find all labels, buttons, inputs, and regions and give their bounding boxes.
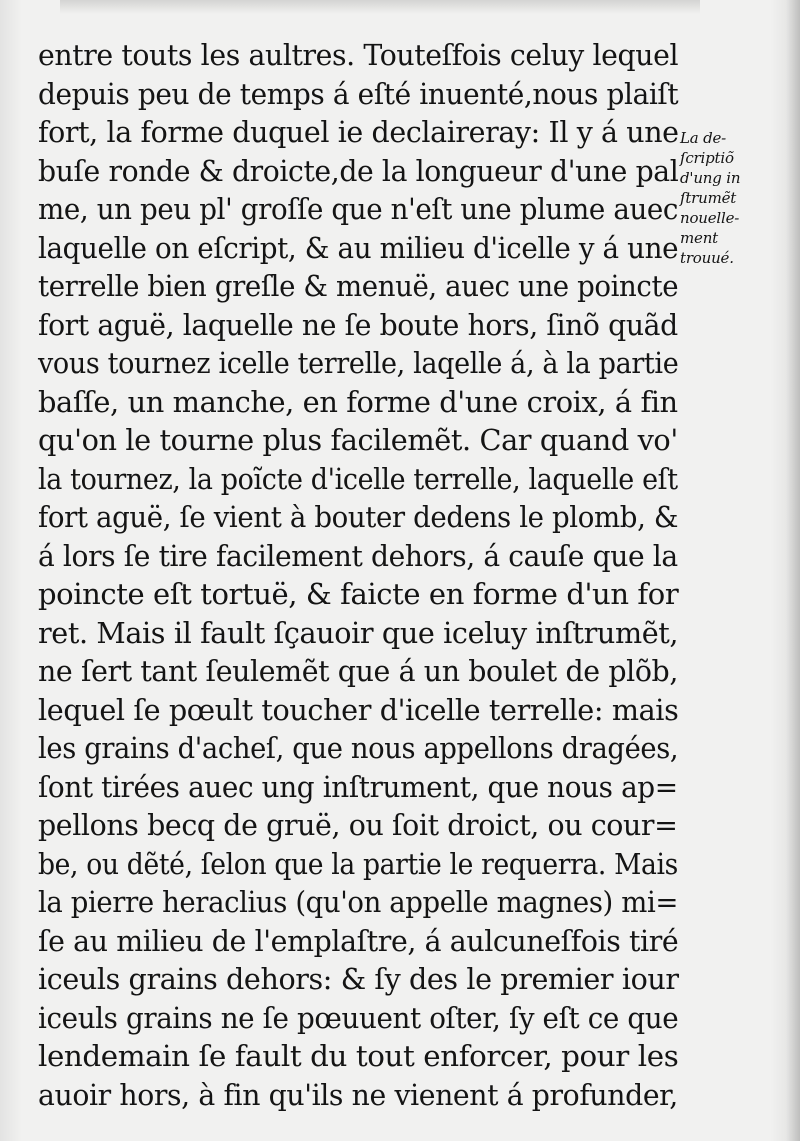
text-line: fort aguë, ſe vient à bouter dedens le plomb, &	[38, 500, 679, 534]
text-line: ſe au milieu de l'emplaſtre, á aulcuneſfois tiré	[38, 923, 679, 958]
margin-note-line: trouué.	[680, 249, 734, 267]
margin-note-line: ment	[680, 229, 718, 247]
text-line: entre touts les aultres. Touteſfois celuy lequel	[38, 38, 679, 72]
text-line: terrelle bien greſle & menuë, auec une poincte	[38, 269, 679, 303]
margin-note	[680, 128, 790, 268]
text-line: ne ſert tant ſeulemẽt que á un boulet de plõb,	[38, 654, 679, 688]
text-line: á lors ſe tire facilement dehors, á cauſe que la	[38, 538, 678, 573]
text-line: la pierre heraclius (qu'on appelle magnes) mi=	[38, 885, 679, 919]
margin-note-line: La de-	[680, 129, 727, 147]
text-line: vous tournez icelle terrelle, laqelle á, à la partie	[38, 346, 679, 380]
top-shadow	[60, 0, 700, 14]
text-line: la tournez, la poĩcte d'icelle terrelle, laquelle eſt	[38, 461, 678, 496]
text-line: laquelle on eſcript, & au milieu d'icelle y á une	[38, 230, 679, 265]
text-line: auoir hors, à fin qu'ils ne vienent á profunder,	[38, 1077, 678, 1112]
main-text-block	[38, 36, 688, 1114]
text-line: les grains d'acheſ, que nous appellons dragées,	[38, 731, 679, 765]
text-line: me, un peu pl' groſſe que n'eſt une plume auec	[38, 192, 679, 226]
text-line: ret. Mais il fault ſçauoir que iceluy inſtrumẽt,	[38, 615, 679, 650]
text-line: fort, la forme duquel ie declaireray: Il y á une	[38, 115, 679, 149]
text-line: depuis peu de temps á eſté inuenté,nous plaiſt	[38, 76, 679, 111]
margin-note-line: nouelle-	[680, 209, 740, 227]
text-line: buſe ronde & droicte,de la longueur d'une pal	[38, 153, 679, 188]
text-line: fort aguë, laquelle ne ſe boute hors, ſinõ quãd	[38, 307, 678, 342]
margin-note-line: d'ung in	[680, 169, 741, 187]
text-line: poincte eſt tortuë, & faicte en forme d'un for	[38, 577, 679, 611]
text-line: ſont tirées auec ung inſtrument, que nous ap=	[38, 769, 678, 804]
text-line: be, ou dẽté, ſelon que la partie le requerra. Mais	[38, 846, 678, 881]
margin-note-line: ſcriptiõ	[680, 149, 734, 167]
text-line: iceuls grains dehors: & ſy des le premier iour	[38, 962, 679, 996]
text-line: lequel ſe pœult toucher d'icelle terrelle: mais	[38, 692, 679, 727]
text-line: qu'on le tourne plus facilemẽt. Car quand vo'	[38, 423, 678, 457]
text-line: iceuls grains ne ſe pœuuent oſter, ſy eſt ce que	[38, 1000, 679, 1035]
text-line: lendemain ſe fault du tout enforcer, pour les	[38, 1039, 679, 1073]
text-line: pellons becq de gruë, ou ſoit droict, ou cour=	[38, 808, 678, 842]
margin-note-line: ſtrumẽt	[680, 189, 737, 207]
text-line: baſſe, un manche, en forme d'une croix, á fin	[38, 384, 678, 419]
